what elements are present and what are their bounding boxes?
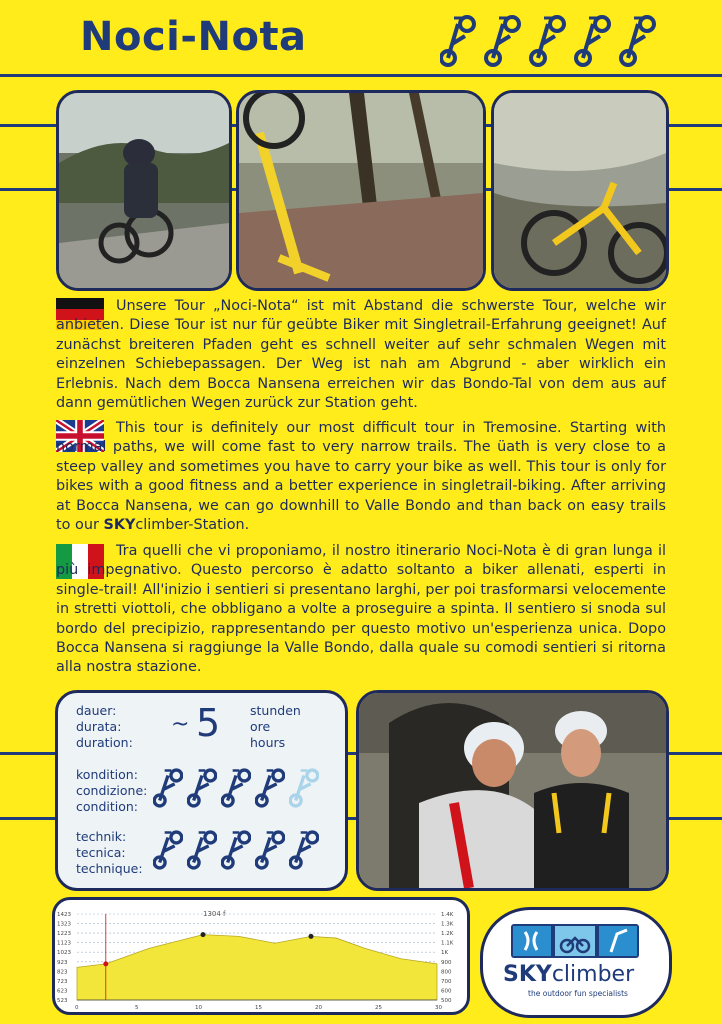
- x-tick-label: 5: [135, 1005, 139, 1011]
- text-italian-body: Tra quelli che vi proponiamo, il nostro itinerario Noci-Nota è di gran lunga il più impegnativo. Questo percorso è adatto soltanto a biker allenati, esperti in single-trail! All'inizio i sentieri si presentano larghi, per poi trasformarsi velocemente in stretti viottoli, che obbligano a volte a proseguire a spinta. Il sentiero si snoda sul bordo del precipizio, rappresentando per questo motivo un'esperienza unica. Dopo Bocca Nansena si raggiunge la Valle Bondo, dalla quale su comodi sentieri si ritorna alla nostra stazione.: [56, 543, 667, 676]
- bike-icon: [221, 767, 251, 809]
- y-tick-label-right: 500: [441, 998, 452, 1004]
- text-italian: [56, 542, 666, 678]
- bike-icon: [255, 767, 285, 809]
- y-tick-label-left: 723: [57, 978, 68, 985]
- bike-icon: [255, 829, 285, 871]
- text-german-body: Unsere Tour „Noci-Nota“ ist mit Abstand die schwerste Tour, welche wir anbieten. Diese Tour ist nur für geübte Biker mit Singletrail-Erfahrung geeignet! Auf zunächst breiteren Pfaden geht es schnell weiter auf sehr schmalen Wegen mit einzelnen Schiebepassagen. Der Weg ist nah am Abgrund - aber wirklich ein Erlebnis. Nach dem Bocca Nansena erreichen wir das Bondo-Tal von dem aus auf dann gemütlichen Wegen zurück zur Station geht.: [56, 298, 666, 412]
- technique-rating: [153, 829, 319, 871]
- y-tick-label-right: 1.3K: [441, 921, 454, 928]
- bike-icon: [187, 767, 217, 809]
- text-english-brand: SKY: [103, 517, 136, 534]
- y-tick-label-right: 900: [441, 959, 452, 966]
- duration-labels: dauer: durata: duration:: [76, 703, 133, 750]
- peak-marker: [201, 932, 206, 937]
- bike-icon: [153, 829, 183, 871]
- x-tick-label: 30: [435, 1005, 442, 1011]
- y-tick-label-left: 923: [57, 959, 68, 966]
- y-tick-label-right: 600: [441, 988, 452, 995]
- x-tick-label: 20: [315, 1005, 322, 1011]
- elevation-profile: [52, 897, 470, 1015]
- photo-two-riders: [356, 690, 669, 891]
- y-tick-label-left: 523: [57, 998, 68, 1004]
- y-tick-label-left: 823: [57, 969, 68, 976]
- condition-rating: [153, 767, 319, 809]
- logo-brand-rest: climber: [551, 962, 635, 987]
- duration-value: 5: [196, 701, 221, 745]
- duration-tilde: ~: [171, 712, 190, 737]
- y-tick-label-left: 1223: [57, 931, 71, 938]
- skyclimber-logo: [480, 907, 672, 1018]
- x-tick-label: 10: [195, 1005, 202, 1011]
- x-tick-label: 25: [375, 1005, 382, 1011]
- text-english-tail: climber-Station.: [135, 517, 250, 534]
- profile-marker-label: 1304 f: [203, 910, 226, 918]
- y-tick-label-right: 1K: [441, 950, 449, 957]
- header-divider: [0, 74, 722, 77]
- y-tick-label-left: 1123: [57, 940, 71, 947]
- photo-rider-descending: [56, 90, 232, 291]
- text-english: [56, 419, 666, 535]
- activity-icons: [511, 924, 639, 958]
- bike-icon: [440, 14, 670, 72]
- photo-bike-on-trail: [236, 90, 486, 291]
- text-english-body: This tour is definitely our most difficult tour in Tremosine. Starting with normal paths, we will come fast to very narrow trails. The üath is very close to a steep valley and sometimes you have to carry your bike as well. This tour is only for bikes with a good fitness and a better experience in singletrail-biking. After arriving at Bocca Nansena, we can go downhill to Valle Bondo and than back on easy trails to our: [56, 420, 666, 534]
- elevation-area: [77, 935, 437, 1000]
- start-marker: [103, 961, 108, 966]
- peak-marker: [309, 934, 314, 939]
- y-tick-label-left: 1423: [57, 912, 71, 918]
- page-title: Noci-Nota: [80, 14, 307, 60]
- y-tick-label-right: 1.4K: [441, 912, 454, 918]
- duration-units: stunden ore hours: [250, 703, 301, 750]
- y-tick-label-right: 1.1K: [441, 940, 454, 947]
- y-tick-label-right: 700: [441, 978, 452, 985]
- logo-brand-bold: SKY: [503, 962, 552, 987]
- y-tick-label-right: 800: [441, 969, 452, 976]
- y-tick-label-left: 623: [57, 988, 68, 995]
- y-tick-label-right: 1.2K: [441, 931, 454, 938]
- x-tick-label: 0: [75, 1005, 79, 1011]
- technique-labels: technik: tecnica: technique:: [76, 829, 143, 876]
- y-tick-label-left: 1323: [57, 921, 71, 928]
- photo-bike-against-rock: [491, 90, 669, 291]
- bike-icon: [289, 829, 319, 871]
- tour-info-box: [55, 690, 348, 891]
- bike-icon: [221, 829, 251, 871]
- x-tick-label: 15: [255, 1005, 262, 1011]
- logo-wordmark: [503, 962, 634, 987]
- condition-labels: kondition: condizione: condition:: [76, 767, 148, 814]
- text-german: [56, 297, 666, 413]
- bike-icon: [153, 767, 183, 809]
- bike-icon: [289, 767, 319, 809]
- bike-icon: [187, 829, 217, 871]
- logo-tagline: the outdoor fun specialists: [528, 989, 628, 998]
- y-tick-label-left: 1023: [57, 950, 71, 957]
